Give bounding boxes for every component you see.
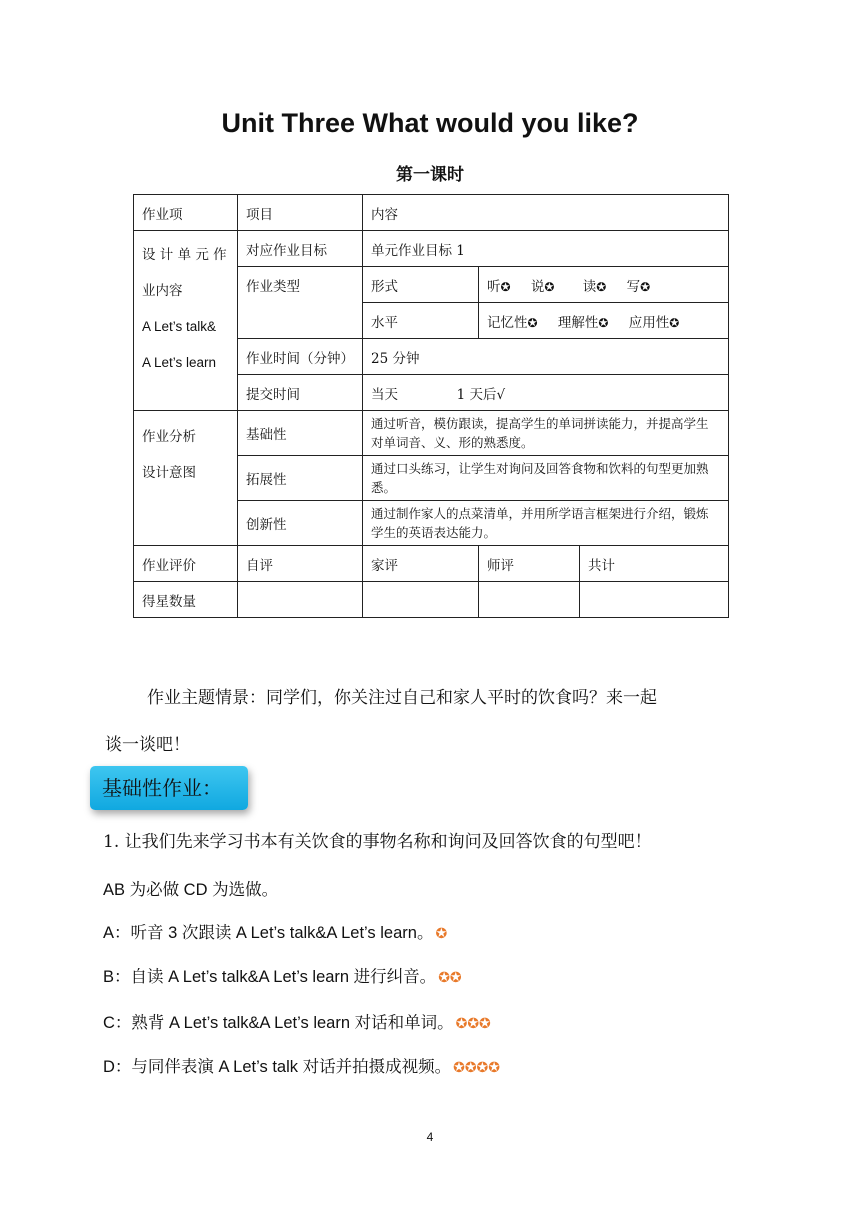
- self-eval: 自评: [238, 546, 363, 582]
- innovation-text: 通过制作家人的点菜清单，并用所学语言框架进行介绍，锻炼学生的英语表达能力。: [363, 501, 729, 546]
- stars-cell: [580, 582, 729, 618]
- circle-icon: ✪: [527, 315, 538, 330]
- analysis-label-line: 作业分析: [142, 429, 196, 445]
- page-number: 4: [426, 1130, 434, 1144]
- circle-icon: ✪: [669, 315, 680, 330]
- design-label-line: A Let’s learn: [142, 355, 217, 370]
- intro-line: 谈一谈吧！: [105, 735, 190, 755]
- level-option: 理解性: [557, 314, 599, 331]
- submit-one-day: 1 天后√: [456, 386, 506, 403]
- time-value: 25 分钟: [363, 339, 729, 375]
- submit-same-day: 当天: [371, 386, 398, 403]
- extension-text: 通过口头练习，让学生对询问及回答食物和饮料的句型更加熟悉。: [363, 456, 729, 501]
- header-content: 内容: [363, 195, 729, 231]
- extension-label: 拓展性: [238, 456, 363, 501]
- task-item-text: A：听音 3 次跟读 A Let’s talk&A Let’s learn。: [103, 924, 434, 942]
- level-option: 记忆性: [487, 314, 528, 331]
- analysis-label: [134, 411, 238, 546]
- level-label: 水平: [363, 303, 479, 339]
- design-label-line: 业内容: [142, 283, 183, 299]
- star-icon: ✪✪✪: [455, 1015, 491, 1031]
- lesson-subtitle: 第一课时: [396, 165, 464, 185]
- submit-label: 提交时间: [238, 375, 363, 411]
- task-note: AB 为必做 CD 为选做。: [103, 881, 279, 899]
- circle-icon: ✪: [500, 279, 511, 294]
- circle-icon: ✪: [544, 279, 555, 294]
- task-item: [103, 919, 447, 943]
- stars-label: 得星数量: [134, 582, 238, 618]
- task-item: [103, 1009, 491, 1033]
- level-option: 应用性: [628, 314, 670, 331]
- circle-icon: ✪: [596, 279, 607, 294]
- innovation-label: 创新性: [238, 501, 363, 546]
- star-icon: ✪✪: [438, 969, 462, 985]
- task-item: [103, 1053, 500, 1077]
- basic-text: 通过听音，模仿跟读，提高学生的单词拼读能力，并提高学生对单词音、义、形的熟悉度。: [363, 411, 729, 456]
- form-label: 形式: [363, 267, 479, 303]
- task-item: [103, 963, 462, 987]
- circle-icon: ✪: [598, 315, 609, 330]
- task-item-text: B：自读 A Let’s talk&A Let’s learn 进行纠音。: [103, 968, 437, 986]
- task-title: 1. 让我们先来学习书本有关饮食的事物名称和询问及回答饮食的句型吧！: [103, 832, 652, 852]
- task-item-text: C：熟背 A Let’s talk&A Let’s learn 对话和单词。: [103, 1014, 454, 1032]
- header-project: 项目: [238, 195, 363, 231]
- circle-icon: ✪: [640, 279, 651, 294]
- header-item: 作业项: [134, 195, 238, 231]
- basic-label: 基础性: [238, 411, 363, 456]
- type-label: 作业类型: [238, 267, 363, 339]
- form-options: [479, 267, 729, 303]
- home-eval: 家评: [363, 546, 479, 582]
- joint-eval: 共计: [580, 546, 729, 582]
- level-options: [479, 303, 729, 339]
- stars-cell: [238, 582, 363, 618]
- submit-value: [363, 375, 729, 411]
- form-option: 读: [582, 278, 597, 295]
- stars-cell: [363, 582, 479, 618]
- teacher-eval: 师评: [479, 546, 580, 582]
- form-option: 写: [626, 278, 641, 295]
- star-icon: ✪✪✪✪: [453, 1059, 501, 1075]
- star-icon: ✪: [435, 925, 448, 941]
- page-title: Unit Three What would you like?: [221, 108, 639, 138]
- task-item-text: D：与同伴表演 A Let’s talk 对话并拍摄成视频。: [103, 1058, 452, 1076]
- goal-value: 单元作业目标 1: [363, 231, 729, 267]
- goal-label: 对应作业目标: [238, 231, 363, 267]
- design-label-line: 设 计 单 元 作: [142, 247, 227, 263]
- eval-label: 作业评价: [134, 546, 238, 582]
- stars-cell: [479, 582, 580, 618]
- form-option: 听: [487, 278, 501, 295]
- design-label-line: A Let’s talk&: [142, 319, 217, 334]
- section-badge: 基础性作业：: [90, 766, 248, 810]
- form-option: 说: [530, 278, 545, 295]
- intro-line: 作业主题情景：同学们，你关注过自己和家人平时的饮食吗？来一起: [147, 688, 657, 708]
- homework-table: [133, 194, 729, 618]
- design-label: [134, 231, 238, 411]
- analysis-label-line: 设计意图: [142, 465, 196, 481]
- time-label: 作业时间（分钟）: [238, 339, 363, 375]
